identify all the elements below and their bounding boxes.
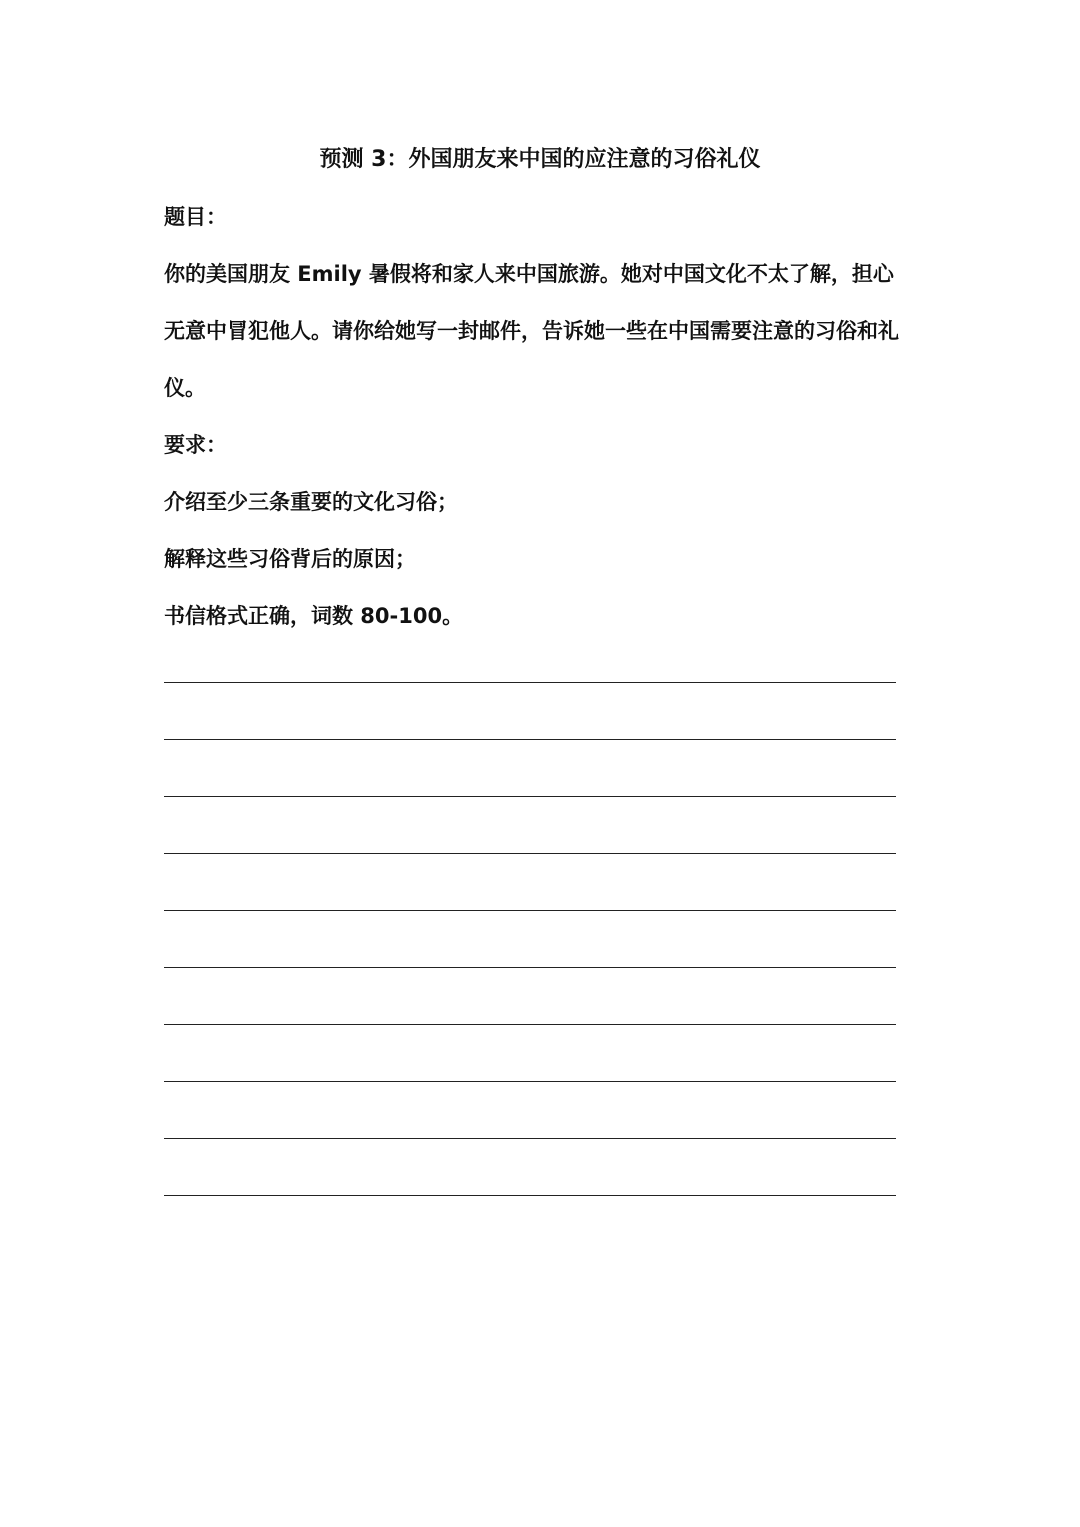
answer-line	[164, 1138, 896, 1139]
page-title: 预测 3：外国朋友来中国的应注意的习俗礼仪	[319, 147, 761, 172]
question-line: 你的美国朋友 Emily 暑假将和家人来中国旅游。她对中国文化不太了解，担心	[164, 262, 894, 286]
question-content	[164, 200, 924, 656]
question-line: 仪。	[164, 376, 206, 400]
answer-line	[164, 1024, 896, 1025]
answer-line	[164, 1081, 896, 1082]
requirement-item: 介绍至少三条重要的文化习俗；	[164, 490, 458, 514]
answer-line	[164, 1195, 896, 1196]
answer-line	[164, 682, 896, 683]
requirement-item: 解释这些习俗背后的原因；	[164, 547, 416, 571]
answer-line	[164, 853, 896, 854]
question-label: 题目：	[164, 205, 227, 229]
question-line: 无意中冒犯他人。请你给她写一封邮件，告诉她一些在中国需要注意的习俗和礼	[164, 319, 899, 343]
requirements-label: 要求：	[164, 433, 227, 457]
answer-lines	[164, 682, 896, 1252]
requirement-item: 书信格式正确，词数 80-100。	[164, 604, 464, 628]
answer-line	[164, 739, 896, 740]
answer-line	[164, 967, 896, 968]
answer-line	[164, 910, 896, 911]
answer-line	[164, 796, 896, 797]
